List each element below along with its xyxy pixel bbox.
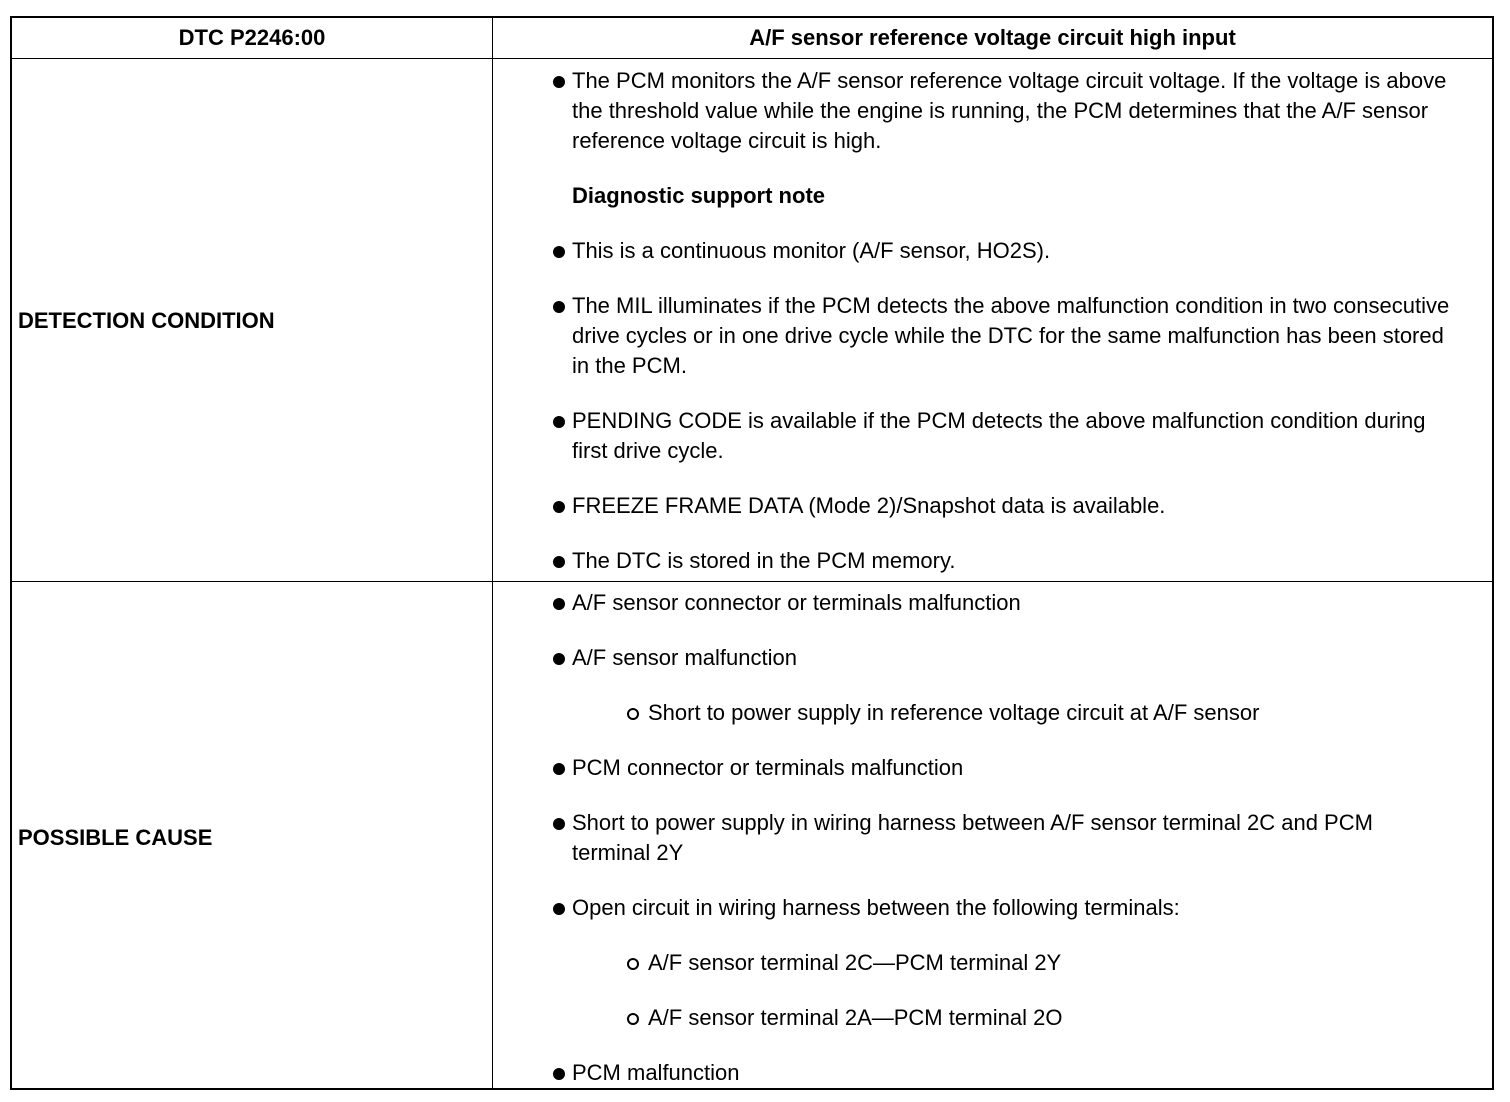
detection-item-continuous: This is a continuous monitor (A/F sensor, HO2S). [572,238,1051,263]
cause-item: A/F sensor malfunction [572,645,797,670]
column-divider [492,18,493,1088]
bullet-icon [553,501,565,513]
cause-item: Short to power supply in wiring harness between A/F sensor terminal 2C and PCM terminal 2Y [572,810,1373,865]
bullet-icon [553,556,565,568]
detection-item-mil: The MIL illuminates if the PCM detects the above malfunction condition in two consecutive drive cycles or in one drive cycle while the DTC for the same malfunction has been stored in the PCM. [572,293,1450,378]
bullet-icon [553,903,565,915]
cause-item: A/F sensor connector or terminals malfunction [572,590,1021,615]
cause-subitem: A/F sensor terminal 2C—PCM terminal 2Y [648,950,1062,975]
detection-item-pending: PENDING CODE is available if the PCM detects the above malfunction condition during first drive cycle. [572,408,1426,463]
cause-item: PCM connector or terminals malfunction [572,755,964,780]
detection-item-freeze-frame: FREEZE FRAME DATA (Mode 2)/Snapshot data is available. [572,493,1166,518]
detection-condition-label: DETECTION CONDITION [18,308,275,333]
detection-item-stored: The DTC is stored in the PCM memory. [572,548,956,573]
cause-item: PCM malfunction [572,1060,740,1085]
dtc-title-header: A/F sensor reference voltage circuit high input [749,25,1236,50]
header-divider [12,58,1492,59]
row-divider [12,581,1492,582]
bullet-icon [553,1068,565,1080]
bullet-icon [553,763,565,775]
diagnostic-support-note-heading: Diagnostic support note [572,183,825,208]
cause-subitem: Short to power supply in reference voltage circuit at A/F sensor [648,700,1260,725]
cause-item: Open circuit in wiring harness between the following terminals: [572,895,1180,920]
dtc-table [10,16,1494,1090]
bullet-icon [553,301,565,313]
open-bullet-icon [627,708,639,720]
possible-cause-label: POSSIBLE CAUSE [18,825,213,850]
bullet-icon [553,653,565,665]
bullet-icon [553,818,565,830]
bullet-icon [553,416,565,428]
detection-item-monitor: The PCM monitors the A/F sensor reference voltage circuit voltage. If the voltage is above the threshold value while the engine is running, the PCM determines that the A/F sensor reference voltage circuit is high. [572,68,1447,153]
bullet-icon [553,598,565,610]
bullet-icon [553,246,565,258]
open-bullet-icon [627,1013,639,1025]
dtc-code-header: DTC P2246:00 [178,25,326,50]
bullet-icon [553,76,565,88]
open-bullet-icon [627,958,639,970]
cause-subitem: A/F sensor terminal 2A—PCM terminal 2O [648,1005,1063,1030]
